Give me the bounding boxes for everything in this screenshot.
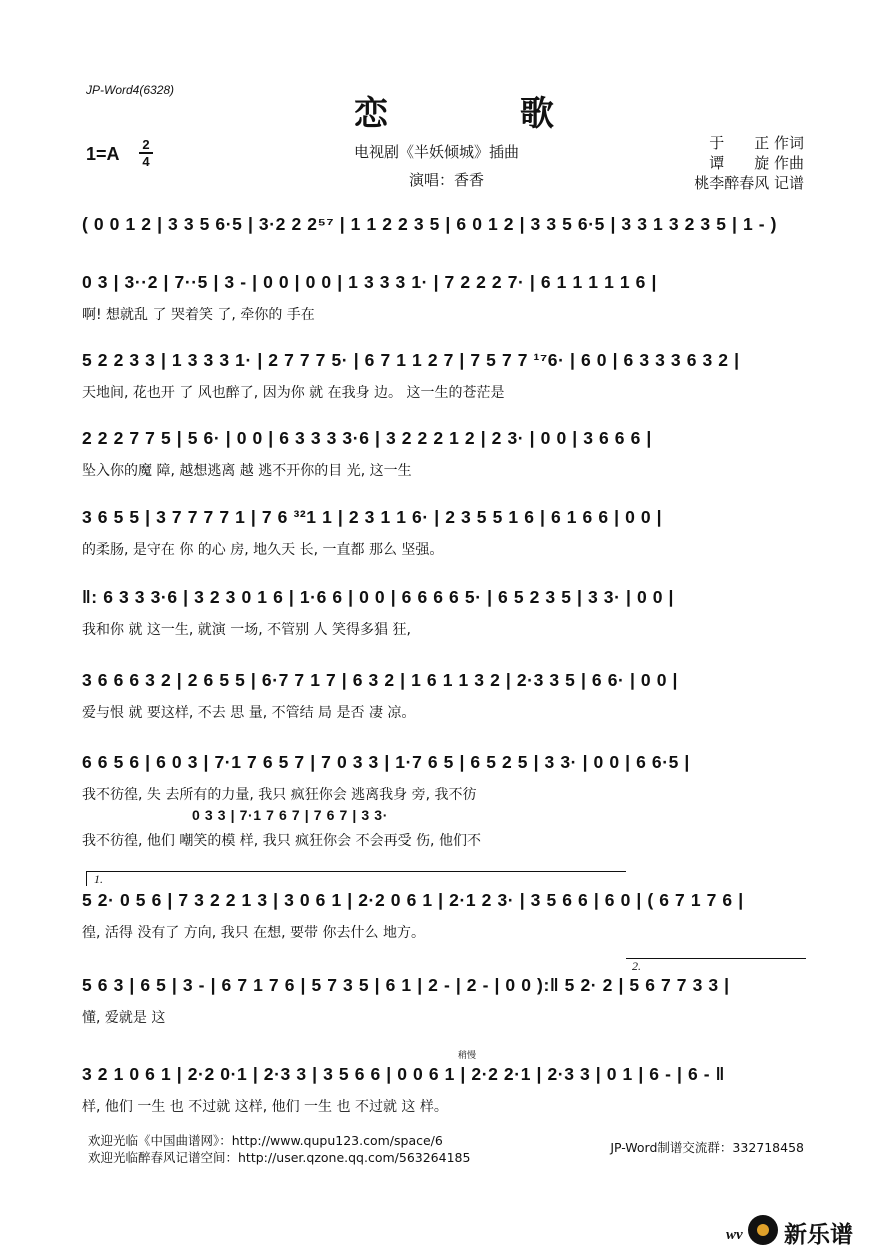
- notation: 3 6 5 5 | 3 7 7 7 7 1 | 7 6 ³²1 1 | 2 3 1 1 6· | 2 3 5 5 1 6 | 6 1 6 6 | 0 0 |: [82, 507, 663, 527]
- subvoice-notation: 0 3 3 | 7·1 7 6 7 | 7 6 7 | 3 3·: [192, 807, 388, 823]
- first-ending-bracket: [86, 871, 626, 872]
- lyrics: 懂, 爱就是 这: [82, 1010, 166, 1026]
- notation: 5 2 2 3 3 | 1 3 3 3 1· | 2 7 7 7 5· | 6 7 1 1 2 7 | 7 5 7 7 ¹⁷6· | 6 0 | 6 3 3 3 6 3 2 |: [82, 350, 740, 370]
- notation: 3 2 1 0 6 1 | 2·2 0·1 | 2·3 3 | 3 5 6 6 | 0 0 6 1 | 2·2 2·1 | 2·3 3 | 0 1 | 6 - | 6 - ‖: [82, 1064, 725, 1084]
- lyrics: 的柔肠, 是守在 你 的心 房, 地久天 长, 一直都 那么 坚强。: [82, 542, 444, 558]
- singer: 演唱：香香: [409, 171, 485, 189]
- notation: 2 2 2 7 7 5 | 5 6· | 0 0 | 6 3 3 3 3·6 | 3 2 2 2 1 2 | 2 3· | 0 0 | 3 6 6 6 |: [82, 428, 652, 448]
- key-signature: 1=A: [86, 144, 120, 164]
- time-signature: [139, 138, 153, 168]
- lyrics: 天地间, 花也开 了 风也醉了, 因为你 就 在我身 边。 这一生的苍茫是: [82, 385, 505, 401]
- lyrics: 坠入你的魔 障, 越想逃离 越 逃不开你的目 光, 这一生: [82, 463, 412, 479]
- meter-bottom: 4: [142, 154, 150, 169]
- logo-prefix: wv: [726, 1227, 743, 1243]
- credit-transcriber: 桃李醉春风 记谱: [694, 174, 804, 192]
- notation: ( 0 0 1 2 | 3 3 5 6·5 | 3·2 2 2⁵⁷ | 1 1 2 2 3 5 | 6 0 1 2 | 3 3 5 6·5 | 3 3 1 3 2 3 5 | 1 - ): [82, 214, 778, 234]
- lyrics: 样, 他们 一生 也 不过就 这样, 他们 一生 也 不过就 这 样。: [82, 1099, 448, 1115]
- meter-top: 2: [142, 137, 150, 152]
- lyrics: 我和你 就 这一生, 就演 一场, 不管别 人 笑得多猖 狂,: [82, 622, 411, 638]
- lyrics: 我不彷徨, 失 去所有的力量, 我只 疯狂你会 逃离我身 旁, 我不彷: [82, 787, 477, 803]
- notation: 0 3 | 3··2 | 7··5 | 3 - | 0 0 | 0 0 | 1 3 3 3 1· | 7 2 2 2 7· | 6 1 1 1 1 1 6 |: [82, 272, 657, 292]
- logo-name: 新乐谱: [784, 1222, 853, 1248]
- lyrics: 啊! 想就乱 了 哭着笑 了, 牵你的 手在: [82, 307, 315, 323]
- footer-link-1: 欢迎光临《中国曲谱网》：http://www.qupu123.com/space/6: [88, 1133, 443, 1148]
- credit-lyricist: 于 正 作词: [709, 134, 804, 152]
- notation: 5 6 3 | 6 5 | 3 - | 6 7 1 7 6 | 5 7 3 5 | 6 1 | 2 - | 2 - | 0 0 ):‖ 5 2· 2 | 5 6 7 7 3 3 |: [82, 975, 730, 995]
- lyrics: 徨, 活得 没有了 方向, 我只 在想, 要带 你去什么 地方。: [82, 925, 425, 941]
- subvoice-lyrics: 我不彷徨, 他们 嘲笑的模 样, 我只 疯狂你会 不会再受 伤, 他们不: [82, 833, 481, 849]
- tempo-mark: 稍慢: [458, 1051, 477, 1061]
- site-logo: [726, 1213, 876, 1249]
- song-title: 恋 歌: [354, 94, 614, 134]
- second-ending-bracket: [626, 958, 806, 959]
- record-disc-icon: [748, 1215, 778, 1245]
- group-contact: JP-Word制谱交流群：332718458: [610, 1140, 804, 1155]
- first-ending-bracket-left: [86, 871, 87, 886]
- footer-link-2: 欢迎光临醉春风记谱空间：http://user.qzone.qq.com/563264185: [88, 1150, 471, 1165]
- lyrics: 爱与恨 就 要这样, 不去 思 量, 不管结 局 是否 凄 凉。: [82, 705, 416, 721]
- second-ending-mark: 2.: [632, 959, 641, 973]
- notation: 6 6 5 6 | 6 0 3 | 7·1 7 6 5 7 | 7 0 3 3 | 1·7 6 5 | 6 5 2 5 | 3 3· | 0 0 | 6 6·5 |: [82, 752, 690, 772]
- credit-composer: 谭 旋 作曲: [709, 154, 804, 172]
- notation: 3 6 6 6 3 2 | 2 6 5 5 | 6·7 7 1 7 | 6 3 2 | 1 6 1 1 3 2 | 2·3 3 5 | 6 6· | 0 0 |: [82, 670, 678, 690]
- notation: ‖: 6 3 3 3·6 | 3 2 3 0 1 6 | 1·6 6 | 0 0 | 6 6 6 6 5· | 6 5 2 3 5 | 3 3· | 0 0 |: [82, 587, 675, 607]
- notation: 5 2· 0 5 6 | 7 3 2 2 1 3 | 3 0 6 1 | 2·2 0 6 1 | 2·1 2 3· | 3 5 6 6 | 6 0 | ( 6 7 1 7 6 |: [82, 890, 744, 910]
- app-id-label: JP-Word4(6328): [86, 83, 175, 97]
- first-ending-mark: 1.: [94, 872, 103, 886]
- subtitle: 电视剧《半妖倾城》插曲: [354, 143, 520, 161]
